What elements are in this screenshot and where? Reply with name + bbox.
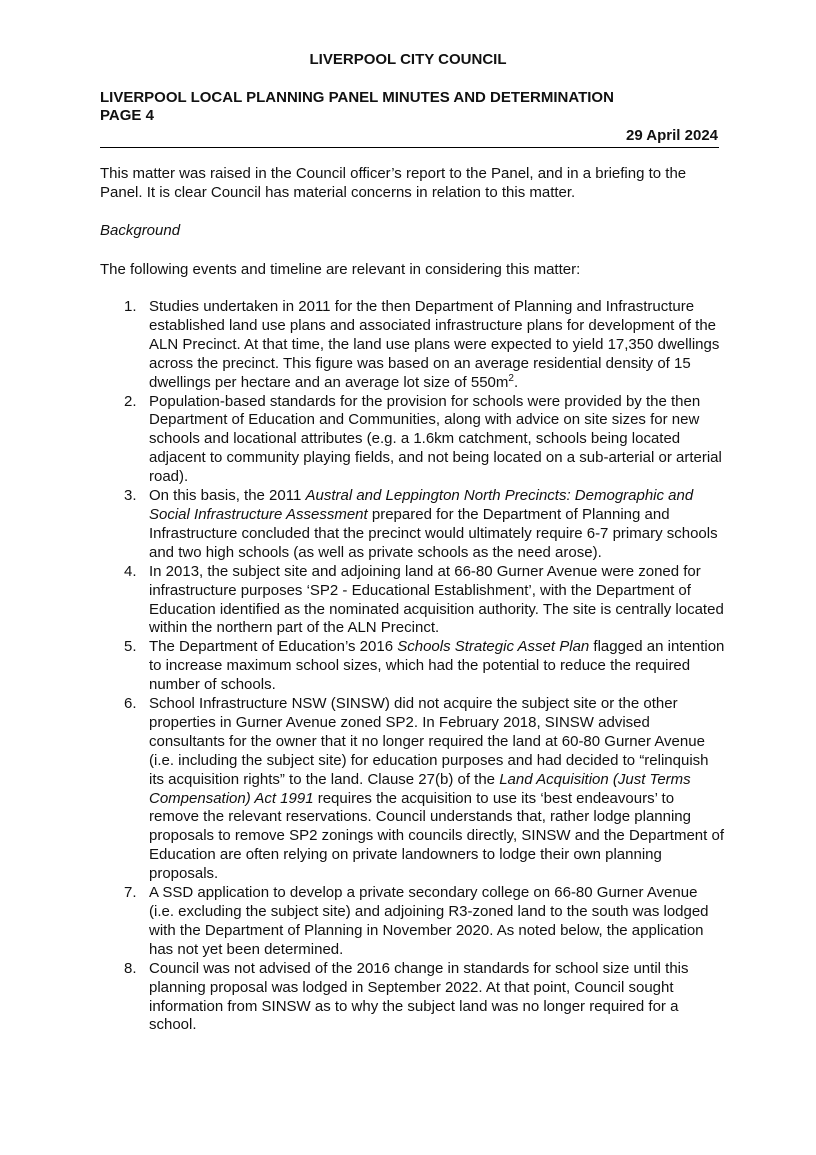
item-text-end: . — [513, 373, 519, 391]
item-number: 2. — [124, 392, 137, 410]
minutes-title: LIVERPOOL LOCAL PLANNING PANEL MINUTES AND DETERMINATION — [100, 89, 614, 106]
superscript: 2 — [508, 372, 514, 384]
list-item — [100, 884, 725, 960]
item-text: Population-based standards for the provision for schools were provided by the then Department of Education and Communities, along with advice on site sizes for new schools and locational attributes (e.g. a 1.6km catchment, schools being located adjacent to community playing fields, and not being located on a sub-arterial or arterial road). — [149, 392, 722, 486]
item-number: 7. — [124, 884, 137, 902]
item-text-end: requires the acquisition to use its ‘best endeavours’ to remove the relevant reservations. Council understands that, rather lodge planning proposals to remove SP2 zonings with councils directly, SINSW and the Department of Education are often relying on private landowners to lodge their own planning proposals. — [149, 789, 724, 883]
item-number: 3. — [124, 487, 137, 505]
list-item — [100, 563, 725, 639]
item-text: School Infrastructure NSW (SINSW) did not acquire the subject site or the other properties in Gurner Avenue zoned SP2. In February 2018, SINSW advised consultants for the owner that it no longer required the land at 60-80 Gurner Avenue (i.e. including the subject site) for education purposes and had decided to “relinquish its acquisition rights” to the land. Clause 27(b) of the — [149, 695, 709, 788]
list-item — [100, 960, 725, 1036]
intro-paragraph: This matter was raised in the Council officer’s report to the Panel, and in a briefing to the Panel. It is clear Council has material concerns in relation to this matter. — [100, 165, 687, 201]
item-text-end: prepared for the Department of Planning and Infrastructure concluded that the precinct would ultimately require 6-7 primary schools and two high schools (as well as private schools as the need arose). — [149, 505, 718, 561]
item-text: On this basis, the 2011 — [149, 487, 306, 505]
report-title: Austral and Leppington North Precincts: Demographic and Social Infrastructure Assessment — [149, 487, 694, 523]
list-item — [100, 298, 725, 393]
item-text-end: flagged an intention to increase maximum school sizes, which had the potential to reduce the required number of schools. — [149, 638, 725, 694]
header-divider — [100, 147, 719, 148]
document-header — [100, 89, 720, 125]
item-number: 1. — [124, 298, 137, 315]
item-text: Studies undertaken in 2011 for the then Department of Planning and Infrastructure established land use plans and associated infrastructure plans for development of the ALN Precinct. At that time, the land use plans were expected to yield 17,350 dwellings across the precinct. This figure was based on an average residential density of 15 dwellings per hectare and an average lot size of 550m — [149, 298, 720, 391]
item-number: 6. — [124, 695, 137, 713]
plan-title: Schools Strategic Asset Plan — [397, 638, 590, 656]
council-name: LIVERPOOL CITY COUNCIL — [309, 51, 507, 68]
events-list — [100, 298, 725, 1035]
item-number: 4. — [124, 562, 137, 580]
item-text: A SSD application to develop a private secondary college on 66-80 Gurner Avenue (i.e. excluding the subject site) and adjoining R3-zoned land to the south was lodged with the Department of Planning in November 2020. As noted below, the application has not yet been determined. — [149, 884, 709, 958]
item-text: In 2013, the subject site and adjoining land at 66-80 Gurner Avenue were zoned for infrastructure purposes ‘SP2 - Educational Establishment’, with the Department of Education identified as the nominated acquisition authority. The site is centrally located within the northern part of the ALN Precinct. — [149, 562, 724, 637]
page-number: PAGE 4 — [100, 107, 154, 124]
document-date: 29 April 2024 — [626, 127, 718, 144]
item-text: The Department of Education’s 2016 — [149, 638, 398, 656]
background-heading: Background — [100, 222, 181, 239]
list-item — [100, 695, 725, 884]
list-item — [100, 393, 725, 488]
timeline-lead: The following events and timeline are relevant in considering this matter: — [100, 261, 581, 278]
item-number: 5. — [124, 638, 137, 656]
item-text: Council was not advised of the 2016 change in standards for school size until this planning proposal was lodged in September 2022. At that point, Council sought information from SINSW as to why the subject land was no longer required for a school. — [149, 959, 689, 1034]
item-number: 8. — [124, 959, 137, 977]
act-title: Land Acquisition (Just Terms Compensation) Act 1991 — [149, 770, 691, 807]
list-item — [100, 638, 725, 695]
list-item — [100, 487, 725, 563]
